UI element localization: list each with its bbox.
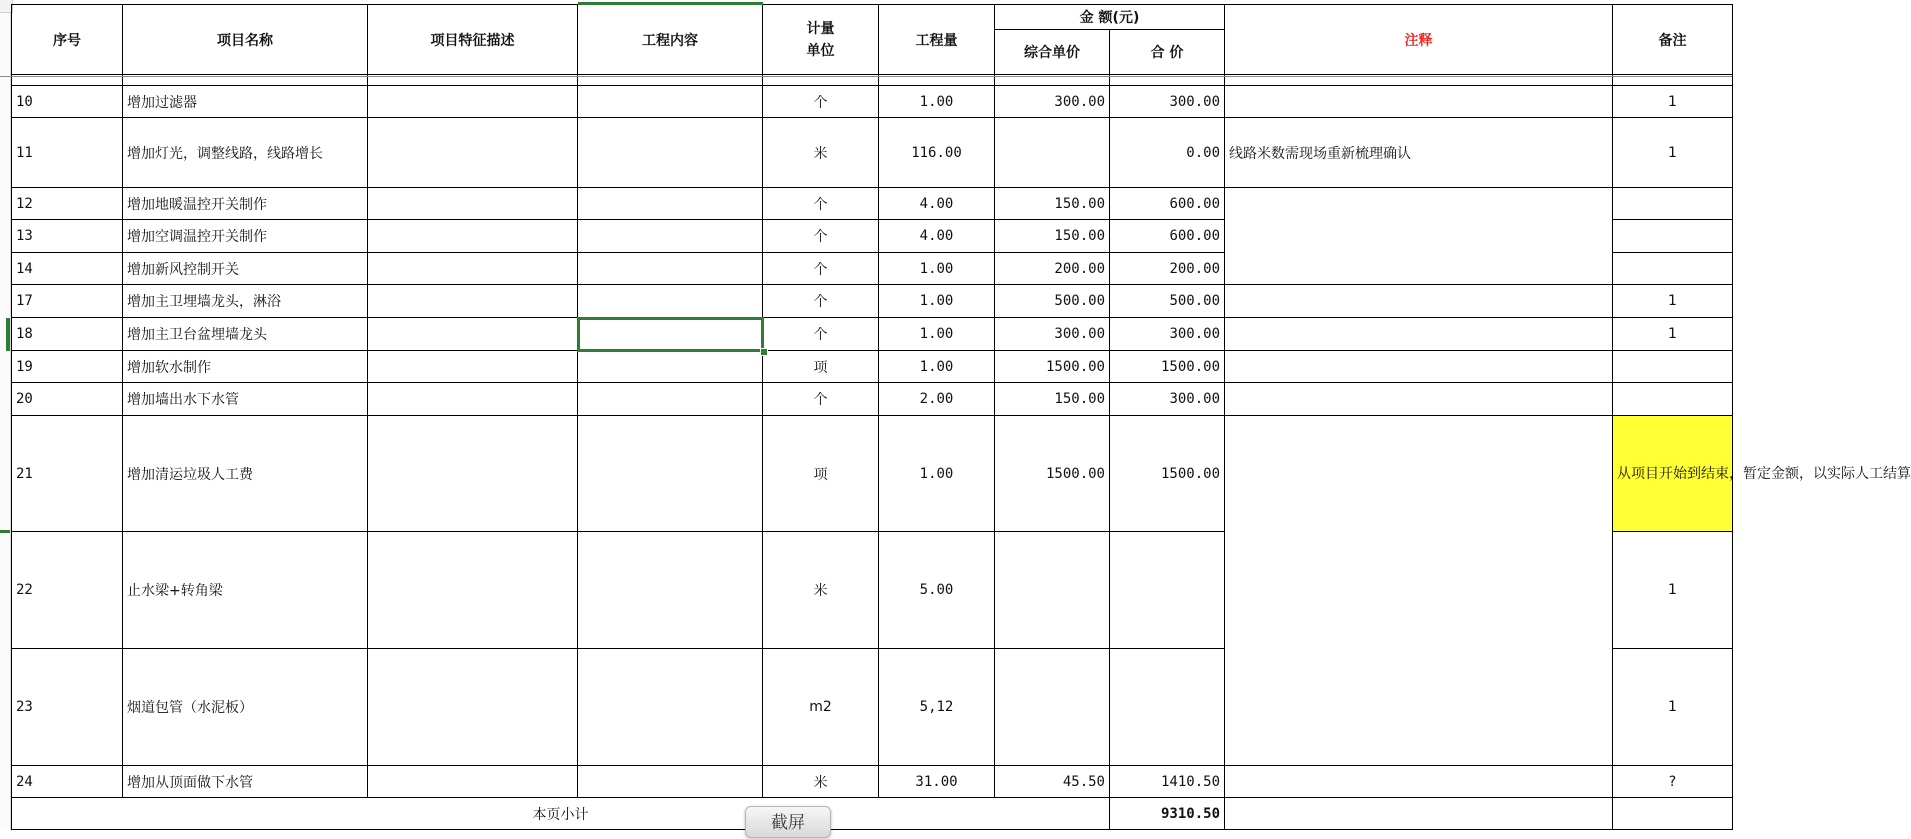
cell-remark[interactable]: ? (1613, 766, 1733, 798)
cell-name[interactable]: 增加清运垃圾人工费 (123, 416, 368, 532)
cell-qty[interactable]: 2.00 (879, 383, 995, 416)
header-name[interactable]: 项目名称 (123, 5, 368, 75)
cell-remark-highlight[interactable]: 从项目开始到结束，暂定金额，以实际人工结算 (1613, 416, 1733, 532)
table-row (12, 383, 1733, 416)
cell-remark[interactable]: 1 (1613, 86, 1733, 118)
screenshot-button[interactable]: 截屏 (745, 806, 831, 838)
cell-total[interactable]: 200.00 (1110, 253, 1225, 285)
cell-name[interactable]: 增加主卫埋墙龙头，淋浴 (123, 285, 368, 318)
cell-total[interactable]: 1500.00 (1110, 416, 1225, 532)
cell-remark[interactable] (1613, 253, 1733, 285)
header-unit[interactable] (763, 5, 879, 75)
row-selection-indicator (6, 318, 10, 351)
cell-unit[interactable]: 个 (763, 253, 879, 285)
cell-total[interactable]: 300.00 (1110, 383, 1225, 416)
header-unit-price[interactable]: 综合单价 (995, 30, 1110, 75)
cell-note[interactable] (1225, 383, 1613, 416)
cell-remark[interactable]: 1 (1613, 318, 1733, 351)
cell-desc[interactable] (368, 253, 578, 285)
cell-total[interactable]: 600.00 (1110, 220, 1225, 253)
cell-price[interactable]: 1500.00 (995, 416, 1110, 532)
cell-index[interactable]: 14 (12, 253, 123, 285)
cell-qty[interactable]: 1.00 (879, 253, 995, 285)
cell-remark[interactable] (1613, 798, 1733, 830)
cell-price[interactable]: 45.50 (995, 766, 1110, 798)
cell-index[interactable]: 24 (12, 766, 123, 798)
cell-unit[interactable]: 米 (763, 766, 879, 798)
cell-remark[interactable] (1613, 188, 1733, 220)
cell-unit[interactable]: 米 (763, 532, 879, 649)
cell-note[interactable] (1225, 798, 1613, 830)
cell-name[interactable]: 烟道包管（水泥板） (123, 649, 368, 766)
cell-content[interactable] (578, 220, 763, 253)
cell-price[interactable]: 150.00 (995, 188, 1110, 220)
cell-index[interactable]: 11 (12, 118, 123, 188)
cell-qty[interactable]: 5.00 (879, 532, 995, 649)
freeze-pane-divider (0, 76, 1732, 77)
cell-content[interactable] (578, 649, 763, 766)
cell-name[interactable]: 增加从顶面做下水管 (123, 766, 368, 798)
cell-content[interactable] (578, 416, 763, 532)
header-total[interactable]: 合 价 (1110, 30, 1225, 75)
subtotal-label[interactable]: 本页小计 (12, 798, 1110, 830)
cell-unit[interactable]: 项 (763, 416, 879, 532)
cell-unit[interactable]: 米 (763, 118, 879, 188)
cell-qty[interactable]: 1.00 (879, 318, 995, 351)
header-note[interactable]: 注释 (1225, 5, 1613, 75)
cell-name[interactable]: 增加灯光，调整线路，线路增长 (123, 118, 368, 188)
cell-price[interactable]: 1500.00 (995, 351, 1110, 383)
cell-total[interactable]: 300.00 (1110, 318, 1225, 351)
cell-index[interactable]: 12 (12, 188, 123, 220)
cell-unit[interactable]: 项 (763, 351, 879, 383)
cell-price[interactable]: 150.00 (995, 383, 1110, 416)
cell-total[interactable]: 600.00 (1110, 188, 1225, 220)
cell-desc[interactable] (368, 416, 578, 532)
cell-content[interactable] (578, 532, 763, 649)
cell-price[interactable] (995, 118, 1110, 188)
row-header-strip[interactable] (0, 0, 11, 831)
cell-name[interactable]: 增加墙出水下水管 (123, 383, 368, 416)
cell-index[interactable]: 18 (12, 318, 123, 351)
cell-content[interactable] (578, 253, 763, 285)
column-selection-indicator (578, 2, 763, 5)
subtotal-row (12, 798, 1733, 830)
cell-desc[interactable] (368, 383, 578, 416)
fill-handle[interactable] (760, 348, 768, 356)
cell-remark[interactable]: 1 (1613, 285, 1733, 318)
subtotal-value[interactable]: 9310.50 (1110, 798, 1225, 830)
cell-price[interactable]: 300.00 (995, 318, 1110, 351)
cell-desc[interactable] (368, 118, 578, 188)
cell-desc[interactable] (368, 220, 578, 253)
cell-index[interactable]: 19 (12, 351, 123, 383)
table-row (12, 285, 1733, 318)
quote-table (11, 4, 1911, 830)
cell-qty[interactable]: 4.00 (879, 220, 995, 253)
cell-name[interactable]: 增加软水制作 (123, 351, 368, 383)
cell-price[interactable]: 150.00 (995, 220, 1110, 253)
cell-price[interactable] (995, 532, 1110, 649)
cell-remark[interactable] (1613, 220, 1733, 253)
cell-qty[interactable]: 1.00 (879, 285, 995, 318)
header-content[interactable]: 工程内容 (578, 5, 763, 75)
cell-unit[interactable]: 个 (763, 188, 879, 220)
cell-note[interactable] (1225, 766, 1613, 798)
cell-unit[interactable]: 个 (763, 318, 879, 351)
cell-unit[interactable]: 个 (763, 285, 879, 318)
cell-remark[interactable] (1613, 383, 1733, 416)
cell-index[interactable]: 17 (12, 285, 123, 318)
cell-name[interactable]: 增加地暖温控开关制作 (123, 188, 368, 220)
cell-unit[interactable]: 个 (763, 86, 879, 118)
cell-desc[interactable] (368, 86, 578, 118)
cell-note-merged[interactable] (1225, 188, 1613, 285)
cell-qty[interactable]: 116.00 (879, 118, 995, 188)
cell-qty[interactable]: 31.00 (879, 766, 995, 798)
cell-price[interactable]: 300.00 (995, 86, 1110, 118)
cell-qty[interactable]: 5,12 (879, 649, 995, 766)
cell-note[interactable] (1225, 351, 1613, 383)
table-row (12, 766, 1733, 798)
cell-desc[interactable] (368, 318, 578, 351)
cell-remark[interactable]: 1 (1613, 532, 1733, 649)
cell-qty[interactable]: 1.00 (879, 351, 995, 383)
cell-index[interactable]: 13 (12, 220, 123, 253)
cell-desc[interactable] (368, 285, 578, 318)
cell-total[interactable]: 1410.50 (1110, 766, 1225, 798)
cell-note[interactable]: 线路米数需现场重新梳理确认 (1225, 118, 1613, 188)
table-row (12, 416, 1733, 532)
header-row-1 (12, 5, 1733, 30)
cell-index[interactable]: 20 (12, 383, 123, 416)
cell-desc[interactable] (368, 649, 578, 766)
cell-total[interactable] (1110, 532, 1225, 649)
cell-name[interactable]: 止水梁+转角梁 (123, 532, 368, 649)
cell-content[interactable] (578, 285, 763, 318)
header-unit-label: 计量 单位 (806, 20, 835, 59)
cell-total[interactable]: 300.00 (1110, 86, 1225, 118)
cell-name[interactable]: 增加主卫台盆埋墙龙头 (123, 318, 368, 351)
table-row (12, 86, 1733, 118)
cell-price[interactable]: 500.00 (995, 285, 1110, 318)
cell-unit[interactable]: m2 (763, 649, 879, 766)
cell-name[interactable]: 增加过滤器 (123, 86, 368, 118)
cell-name[interactable]: 增加新风控制开关 (123, 253, 368, 285)
cell-price[interactable]: 200.00 (995, 253, 1110, 285)
cell-unit[interactable]: 个 (763, 383, 879, 416)
header-remark[interactable]: 备注 (1613, 5, 1733, 75)
cell-index[interactable]: 22 (12, 532, 123, 649)
table-row (12, 188, 1733, 220)
header-amount[interactable]: 金 额(元) (995, 5, 1225, 30)
cell-note[interactable] (1225, 285, 1613, 318)
cell-content[interactable] (578, 766, 763, 798)
cell-index[interactable]: 21 (12, 416, 123, 532)
table-row (12, 351, 1733, 383)
table-row (12, 118, 1733, 188)
cell-content[interactable] (578, 383, 763, 416)
cell-remark[interactable]: 1 (1613, 118, 1733, 188)
cell-unit[interactable]: 个 (763, 220, 879, 253)
cell-desc[interactable] (368, 532, 578, 649)
cell-content-selected[interactable] (578, 318, 763, 351)
cell-qty[interactable]: 4.00 (879, 188, 995, 220)
cell-total[interactable]: 1500.00 (1110, 351, 1225, 383)
cell-total[interactable]: 0.00 (1110, 118, 1225, 188)
cell-name[interactable]: 增加空调温控开关制作 (123, 220, 368, 253)
table-row (12, 318, 1733, 351)
header-index[interactable]: 序号 (12, 5, 123, 75)
cell-price[interactable] (995, 649, 1110, 766)
cell-remark[interactable]: 1 (1613, 649, 1733, 766)
cell-desc[interactable] (368, 351, 578, 383)
cell-content[interactable] (578, 188, 763, 220)
header-desc[interactable]: 项目特征描述 (368, 5, 578, 75)
row-marker (0, 530, 10, 533)
cell-remark[interactable] (1613, 351, 1733, 383)
cell-desc[interactable] (368, 766, 578, 798)
cell-total[interactable]: 500.00 (1110, 285, 1225, 318)
cell-qty[interactable]: 1.00 (879, 416, 995, 532)
cell-note[interactable] (1225, 318, 1613, 351)
cell-index[interactable]: 23 (12, 649, 123, 766)
cell-total[interactable] (1110, 649, 1225, 766)
cell-content[interactable] (578, 118, 763, 188)
cell-qty[interactable]: 1.00 (879, 86, 995, 118)
cell-desc[interactable] (368, 188, 578, 220)
header-qty[interactable]: 工程量 (879, 5, 995, 75)
cell-index[interactable]: 10 (12, 86, 123, 118)
cell-note[interactable] (1225, 86, 1613, 118)
cell-content[interactable] (578, 86, 763, 118)
cell-content[interactable] (578, 351, 763, 383)
cell-note-merged[interactable] (1225, 416, 1613, 766)
